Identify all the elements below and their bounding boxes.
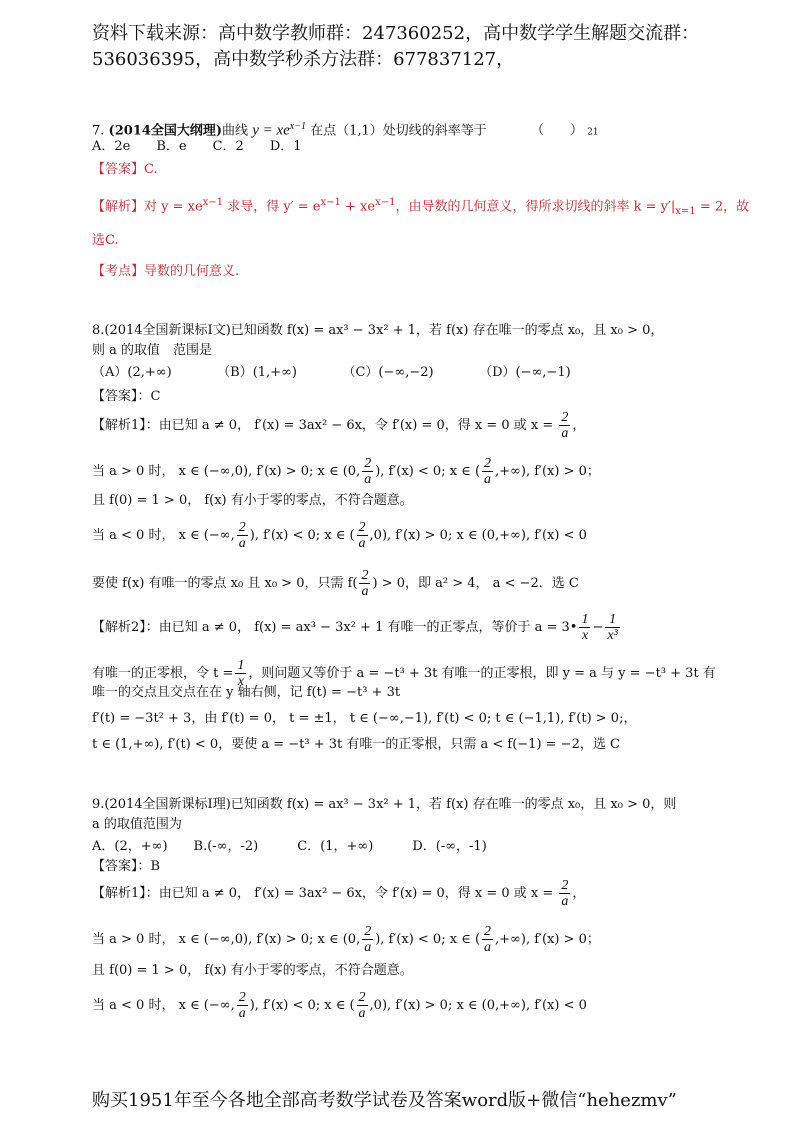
q9-solution1-line3: 且 f(0) = 1 > 0， f(x) 有小于零的零点，不符合题意。 bbox=[92, 963, 413, 978]
q9-solution1-line1: 【解析1】：由已知 a ≠ 0， f′(x) = 3ax² − 6x，令 f′(x) = 0，得 x = 0 或 x = $\frac{2}{a}$ ， bbox=[92, 878, 586, 909]
q8-solution2-line5: t ∈ (1,+∞), f′(t) < 0，要使 a = −t³ + 3t 有唯一的正零根，只需 a < f(−1) = −2，选 C bbox=[92, 737, 620, 752]
fraction: $\frac{2}{a}$ bbox=[364, 456, 372, 487]
q7-source: (2014全国大纲理) bbox=[108, 123, 223, 139]
fraction: $\frac{2}{a}$ bbox=[561, 878, 569, 909]
q8-solution1-line4: 当 a < 0 时， x ∈ (−∞, $\frac{2}{a}$ ), f′(x) < 0; x ∈ ( $\frac{2}{a}$ ,0), f′(x) > 0; x ∈ (0,+∞), f′(x) < 0 bbox=[92, 520, 587, 551]
fraction: $\frac{2}{a}$ bbox=[358, 990, 366, 1021]
q8-solution1-line1: 【解析1】：由已知 a ≠ 0， f′(x) = 3ax² − 6x，令 f′(x) = 0，得 x = 0 或 x = $\frac{2}{a}$ ， bbox=[92, 410, 586, 441]
q8-solution2-line2: 有唯一的正零根，令 t = $\frac{1}{x}$ ，则问题又等价于 a = −t³ + 3t 有唯一的正零根，即 y = a 与 y = −t³ + 3t 有 bbox=[92, 658, 716, 689]
q9-stem-2: a 的取值范围为 bbox=[92, 817, 182, 832]
q8-options: （A）(2,+∞) （B）(1,+∞) （C）(−∞,−2) （D）(−∞,−1) bbox=[92, 365, 571, 380]
q7-number: 7. bbox=[92, 123, 105, 139]
q9-solution1-line2: 当 a > 0 时， x ∈ (−∞,0), f′(x) > 0; x ∈ (0, $\frac{2}{a}$ ), f′(x) < 0; x ∈ ( $\frac{2}{a}$ ,+∞), f′(x) > 0； bbox=[92, 924, 600, 955]
q8-solution1-line2: 当 a > 0 时， x ∈ (−∞,0), f′(x) > 0; x ∈ (0, $\frac{2}{a}$ ), f′(x) < 0; x ∈ ( $\frac{2}{a}$ ,+∞), f′(x) > 0； bbox=[92, 456, 600, 487]
fraction: $\frac{2}{a}$ bbox=[361, 568, 369, 599]
footer-banner: 购买1951年至今各地全部高考数学试卷及答案word版+微信“hehezmv” bbox=[92, 1090, 677, 1111]
q8-solution1-line3: 且 f(0) = 1 > 0， f(x) 有小于零的零点，不符合题意。 bbox=[92, 493, 413, 508]
source-banner-line2: 536036395，高中数学秒杀方法群：677837127， bbox=[92, 49, 515, 70]
q8-answer: 【答案】：C bbox=[92, 389, 161, 404]
q7-options: A．2e B．e C．2 D．1 bbox=[92, 139, 302, 154]
fraction: $\frac{2}{a}$ bbox=[484, 456, 492, 487]
q7-stem: 7. (2014全国大纲理)曲线 $y = xe^{x-1}$ 在点（1,1）处切线的斜率等于 （ ） 21 bbox=[92, 121, 599, 139]
q8-stem: 8.(2014全国新课标Ⅰ文)已知函数 f(x) = ax³ − 3x² + 1，若 f(x) 存在唯一的零点 x₀，且 x₀ > 0， bbox=[92, 323, 664, 338]
q9-stem: 9.(2014全国新课标Ⅰ理)已知函数 f(x) = ax³ − 3x² + 1，若 f(x) 存在唯一的零点 x₀，且 x₀ > 0，则 bbox=[92, 797, 677, 812]
source-banner-line1: 资料下载来源：高中数学教师群：247360252，高中数学学生解题交流群： bbox=[92, 23, 700, 44]
q8-solution2-line1: 【解析2】：由已知 a ≠ 0， f(x) = ax³ − 3x² + 1 有唯一的正零点，等价于 a = 3• $\frac{1}{x}$ − $\frac{1}{\text{x³}}$ bbox=[92, 612, 618, 643]
fraction: $\frac{2}{a}$ bbox=[561, 410, 569, 441]
fraction: $\frac{2}{a}$ bbox=[484, 924, 492, 955]
fraction: $\frac{1}{x}$ bbox=[581, 612, 589, 643]
fraction: $\frac{1}{\text{x³}}$ bbox=[607, 612, 618, 643]
q8-solution2-line4: f′(t) = −3t² + 3，由 f′(t) = 0， t = ±1， t ∈ (−∞,−1), f′(t) < 0; t ∈ (−1,1), f′(t) > 0;， bbox=[92, 711, 637, 726]
q7-analysis: 【解析】对 $y = xe^{x-1}$ 求导，得 $y' = e^{x-1} + xe^{x-1}$，由导数的几何意义，得所求切线的斜率 $k = y'|_{x=1} = 2$，故 bbox=[92, 197, 750, 217]
q7-function: y = xe bbox=[252, 122, 290, 139]
q9-solution1-line4: 当 a < 0 时， x ∈ (−∞, $\frac{2}{a}$ ), f′(x) < 0; x ∈ ( $\frac{2}{a}$ ,0), f′(x) > 0; x ∈ (0,+∞), f′(x) < 0 bbox=[92, 990, 587, 1021]
q9-options: A．(2，+∞) B.(-∞，-2) C．(1，+∞) D．(-∞，-1) bbox=[92, 839, 487, 854]
fraction: $\frac{2}{a}$ bbox=[238, 520, 246, 551]
fraction: $\frac{2}{a}$ bbox=[364, 924, 372, 955]
fraction: $\frac{2}{a}$ bbox=[238, 990, 246, 1021]
fraction: $\frac{2}{a}$ bbox=[358, 520, 366, 551]
q7-kaodian: 【考点】导数的几何意义. bbox=[92, 264, 240, 279]
q7-analysis-end: 选C. bbox=[92, 233, 119, 248]
q8-solution2-line3: 唯一的交点且交点在在 y 轴右侧，记 f(t) = −t³ + 3t bbox=[92, 685, 401, 700]
q7-answer: 【答案】C. bbox=[92, 162, 158, 177]
q8-solution1-line5: 要使 f(x) 有唯一的零点 x₀ 且 x₀ > 0，只需 f( $\frac{2}{a}$ ) > 0，即 a² > 4， a < −2．选 C bbox=[92, 568, 579, 599]
fraction: $\frac{1}{x}$ bbox=[237, 658, 245, 689]
q9-answer: 【答案】：B bbox=[92, 859, 161, 874]
q8-stem-2: 则 a 的取值 范围是 bbox=[92, 343, 213, 358]
